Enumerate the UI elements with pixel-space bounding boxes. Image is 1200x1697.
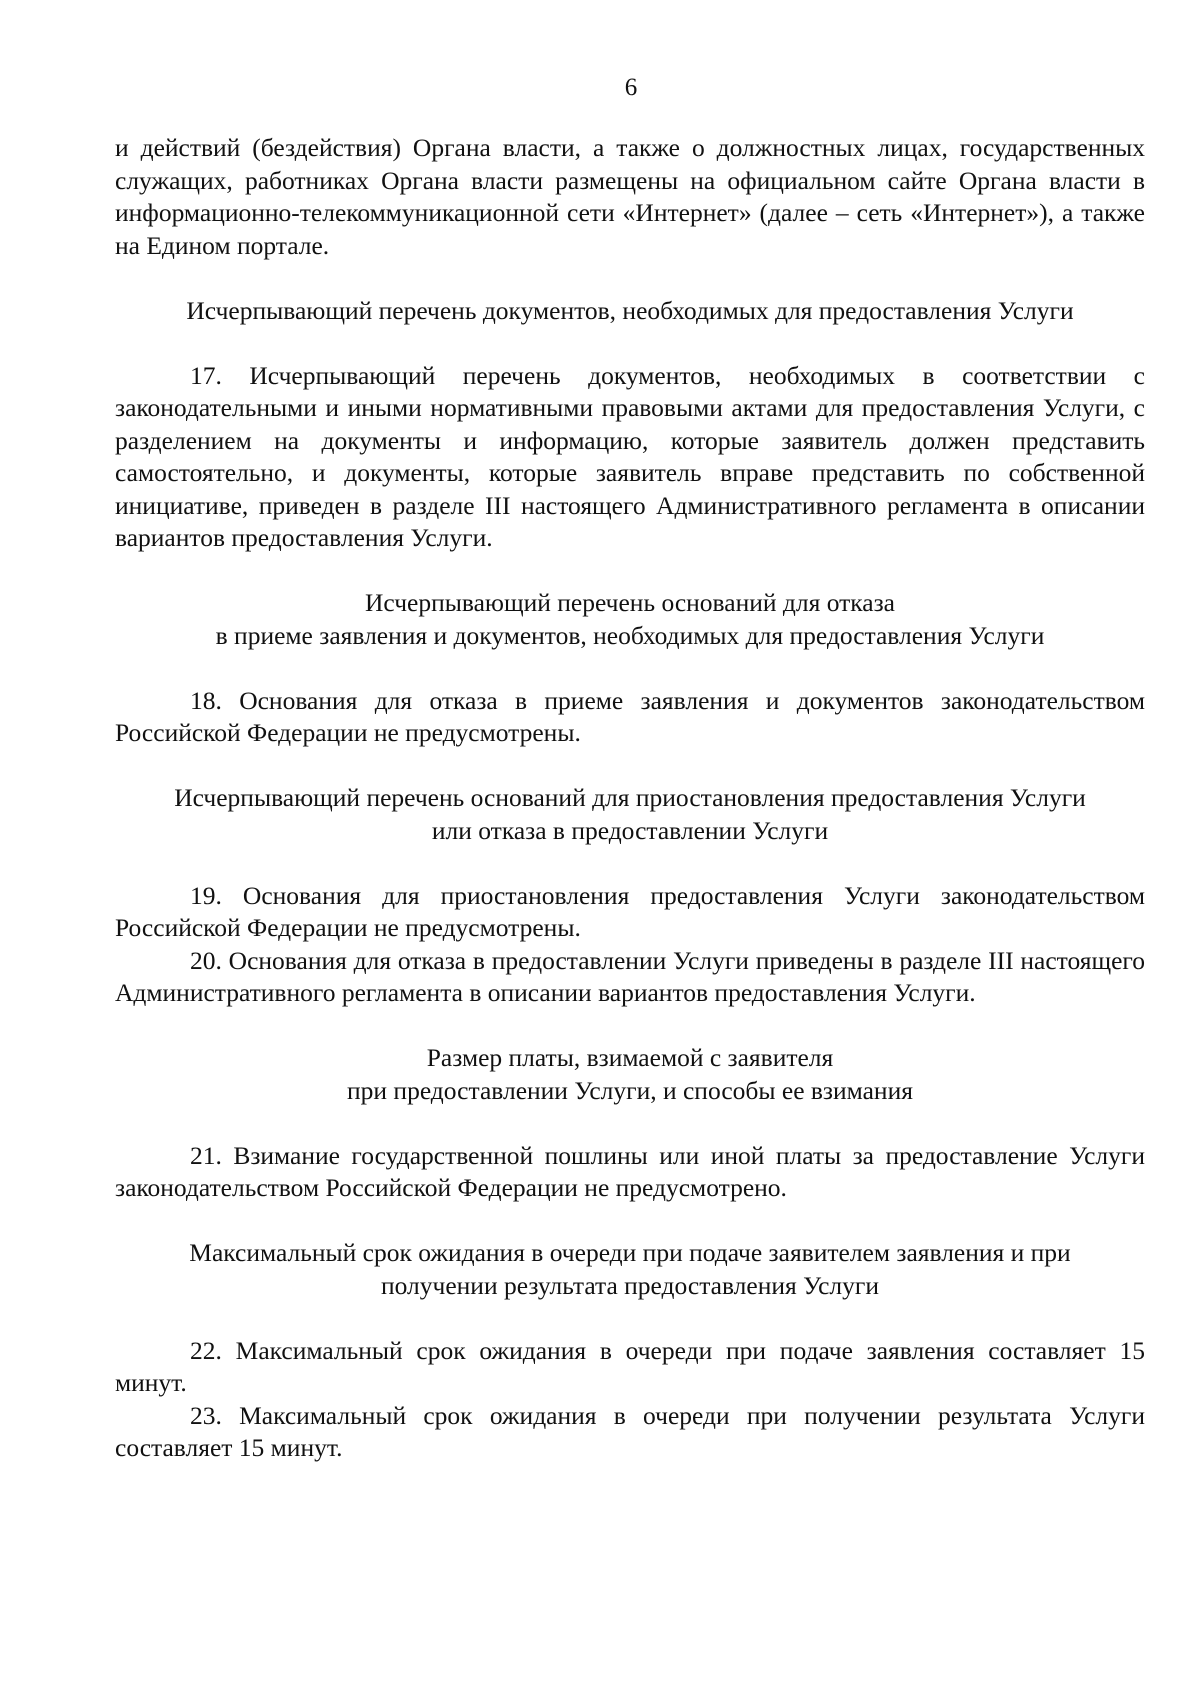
paragraph-23: 23. Максимальный срок ожидания в очереди при получении результата Услуги составляет 15 минут.: [115, 1400, 1145, 1462]
paragraph-21: 21. Взимание государственной пошлины или иной платы за предоставление Услуги законодательством Российской Федерации не предусмотрено.: [115, 1140, 1145, 1202]
heading-refusal-reception: [115, 587, 1145, 652]
spacer: [115, 1010, 1145, 1043]
heading-fee: [115, 1042, 1145, 1107]
heading-suspension: [115, 782, 1145, 847]
heading-suspension-line-2: или отказа в предоставлении Услуги: [431, 815, 829, 845]
spacer: [115, 750, 1145, 783]
paragraph-19: 19. Основания для приостановления предоставления Услуги законодательством Российской Федерации не предусмотрены.: [115, 880, 1145, 942]
spacer: [115, 1302, 1145, 1335]
paragraph-17: 17. Исчерпывающий перечень документов, необходимых в соответствии с законодательными и иными нормативными правовыми актами для предоставления Услуги, с разделением на документы и информацию, которые заявитель должен представить самостоятельно, и документы, которые заявитель вправе представить по собственной инициативе, приведен в разделе III настоящего Административного регламента в описании вариантов предоставления Услуги.: [115, 360, 1145, 552]
page-content: [115, 132, 1145, 1465]
spacer: [115, 1107, 1145, 1140]
spacer: [115, 652, 1145, 685]
heading-queue-line-1: Максимальный срок ожидания в очереди при подаче заявителем заявления и при: [189, 1238, 1071, 1267]
paragraph-20: 20. Основания для отказа в предоставлении Услуги приведены в разделе III настоящего Административного регламента в описании вариантов предоставления Услуги.: [115, 945, 1145, 1007]
heading-fee-line-1: Размер платы, взимаемой с заявителя: [426, 1043, 834, 1072]
spacer: [115, 555, 1145, 588]
heading-fee-line-2: при предоставлении Услуги, и способы ее взимания: [347, 1075, 913, 1105]
spacer: [115, 1205, 1145, 1238]
heading-queue: [115, 1237, 1145, 1302]
spacer: [115, 327, 1145, 360]
spacer: [115, 262, 1145, 295]
heading-documents-line: Исчерпывающий перечень документов, необходимых для предоставления Услуги: [186, 295, 1074, 325]
paragraph-18: 18. Основания для отказа в приеме заявления и документов законодательством Российской Федерации не предусмотрены.: [115, 685, 1145, 747]
page-number: 6: [624, 74, 638, 101]
heading-documents: [115, 295, 1145, 328]
heading-queue-line-2: получении результата предоставления Услуги: [380, 1270, 880, 1300]
heading-suspension-line-1: Исчерпывающий перечень оснований для приостановления предоставления Услуги: [174, 783, 1086, 812]
paragraph-22: 22. Максимальный срок ожидания в очереди при подаче заявления составляет 15 минут.: [115, 1335, 1145, 1397]
paragraph-intro: и действий (бездействия) Органа власти, а также о должностных лицах, государственных служащих, работниках Органа власти размещены на официальном сайте Органа власти в информационно-телекоммуникационной сети «Интернет» (далее – сеть «Интернет»), а также на Едином портале.: [115, 133, 1145, 260]
spacer: [115, 847, 1145, 880]
heading-refusal-line-1: Исчерпывающий перечень оснований для отказа: [365, 588, 895, 617]
heading-refusal-line-2: в приеме заявления и документов, необходимых для предоставления Услуги: [215, 620, 1045, 650]
